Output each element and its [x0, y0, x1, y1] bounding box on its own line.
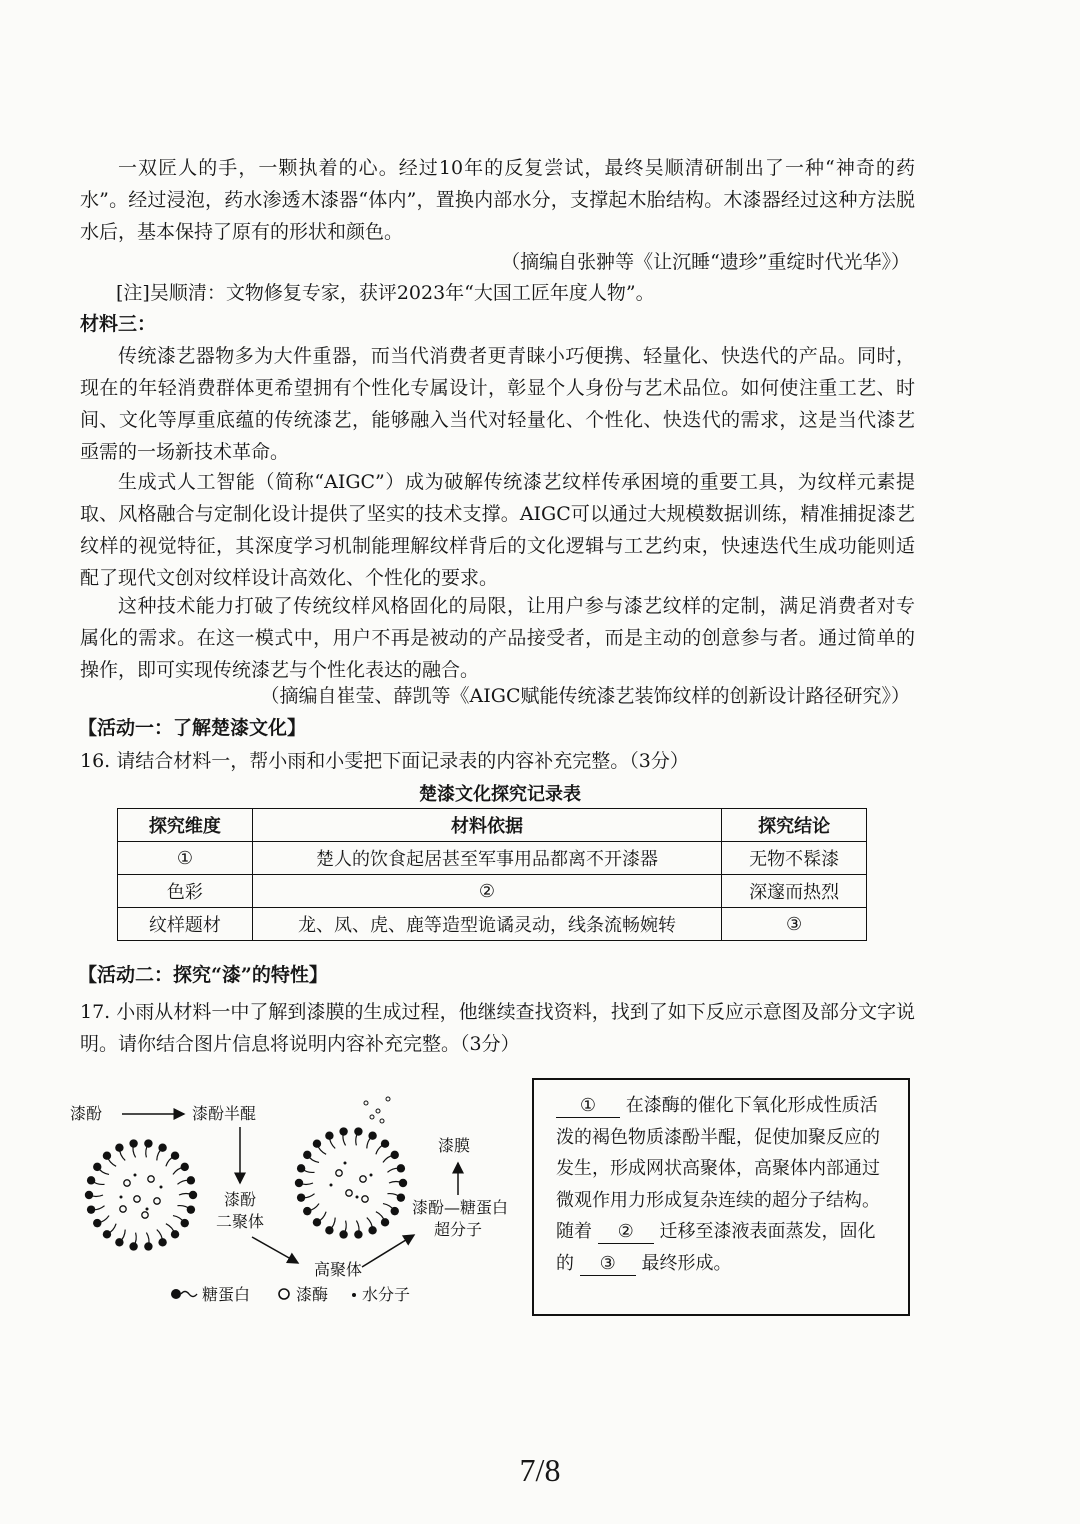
glycoprotein-head — [381, 1218, 389, 1226]
glycoprotein-head — [103, 1230, 111, 1238]
water-molecule — [134, 1174, 137, 1177]
table-cell: 深邃而热烈 — [722, 875, 867, 908]
laccase-particle — [360, 1176, 366, 1182]
diagram-legend — [171, 1285, 410, 1304]
table-cell: 楚人的饮食起居甚至军事用品都离不开漆器 — [252, 842, 721, 875]
glycoprotein-head — [181, 1163, 189, 1171]
explanation-box — [532, 1078, 910, 1316]
water-molecule — [356, 1196, 359, 1199]
label-film: 漆膜 — [438, 1136, 471, 1155]
glycoprotein-head — [297, 1164, 305, 1172]
table-cell: 无物不髹漆 — [722, 842, 867, 875]
material3-paragraph-2: 生成式人工智能（简称“AIGC”）成为破解传统漆艺纹样传承困境的重要工具，为纹样元素提取、风格融合与定制化设计提供了坚实的技术支撑。AIGC可以通过大规模数据训练，精准捕捉漆艺纹样的视觉特征，其深度学习机制能理解纹样背后的文化逻辑与工艺约束，快速迭代生成功能则适配了现代文创对纹样设计高效化、个性化的要求。 — [80, 471, 915, 589]
laccase-particle — [148, 1176, 154, 1182]
laccase-particle — [336, 1170, 342, 1176]
question-17: 17. 小雨从材料一中了解到漆膜的生成过程，他继续查找资料，找到了如下反应示意图及部分文字说明。请你结合图片信息将说明内容补充完整。（3分） — [80, 1001, 915, 1055]
glycoprotein-head — [171, 1152, 179, 1160]
blank-2[interactable]: ② — [598, 1221, 654, 1244]
table-cell: ① — [118, 842, 253, 875]
evaporating-water — [380, 1119, 384, 1123]
table-header: 材料依据 — [252, 809, 721, 842]
material2-note: [注]吴顺清：文物修复专家，获评2023年“大国工匠年度人物”。 — [116, 282, 655, 304]
table-row — [118, 842, 867, 875]
label-dimer-2: 二聚体 — [216, 1212, 265, 1231]
material2-source: （摘编自张翀等《让沉睡“遗珍”重绽时代光华》） — [501, 251, 910, 273]
table-row — [118, 908, 867, 941]
evaporating-water — [386, 1097, 390, 1101]
glycoprotein-tail — [389, 1182, 403, 1184]
laccase-particle — [134, 1196, 140, 1202]
legend-glycoprotein: 糖蛋白 — [202, 1285, 251, 1304]
glycoprotein-tail — [179, 1194, 193, 1196]
water-molecule — [160, 1186, 163, 1189]
glycoprotein-tail — [89, 1195, 103, 1197]
glycoprotein-head — [103, 1152, 111, 1160]
reaction-diagram — [66, 1085, 526, 1315]
table-cell: 龙、凤、虎、鹿等造型诡谲灵动，线条流畅婉转 — [252, 908, 721, 941]
blank-3[interactable]: ③ — [580, 1253, 636, 1276]
reaction-diagram-svg — [66, 1085, 526, 1315]
water-molecule — [370, 1174, 373, 1177]
blank-1[interactable]: ① — [556, 1095, 620, 1118]
glycoprotein-tail — [299, 1183, 313, 1185]
activity2-title: 【活动二：探究“漆”的特性】 — [78, 964, 328, 986]
evaporating-water — [370, 1115, 374, 1119]
laccase-particle — [124, 1180, 130, 1186]
glycoprotein-symbol — [171, 1289, 181, 1299]
legend-laccase: 漆酶 — [296, 1285, 329, 1304]
glycoprotein-head — [313, 1140, 321, 1148]
explanation-part-1: 在漆酶的催化下氧化形成性质活泼的褐色物质漆酚半醌，促使加聚反应的发生，形成网状高聚体，高聚体内部通过微观作用力形成复杂连续的超分子结构。随着 — [556, 1095, 880, 1242]
table-cell: 纹样题材 — [118, 908, 253, 941]
laccase-particle — [362, 1196, 368, 1202]
arrow-to-polymer — [252, 1237, 298, 1263]
page-number: 7/8 — [519, 1452, 561, 1488]
explanation-part-3: 最终形成。 — [641, 1252, 732, 1274]
water-symbol — [352, 1293, 356, 1297]
laccase-particle — [154, 1198, 160, 1204]
glycoprotein-head — [339, 1230, 347, 1238]
table-header-row — [118, 809, 867, 842]
explanation-part-2: 迁移至漆液表面蒸发，固化的 — [556, 1221, 876, 1274]
water-molecule — [344, 1162, 347, 1165]
legend-water: 水分子 — [362, 1285, 411, 1304]
glycoprotein-head — [87, 1176, 95, 1184]
label-dimer-1: 漆酚 — [224, 1190, 257, 1209]
water-molecule — [120, 1196, 123, 1199]
laccase-particle — [142, 1212, 148, 1218]
record-table — [117, 808, 867, 941]
activity1-title: 【活动一：了解楚漆文化】 — [78, 717, 307, 739]
label-polymer: 高聚体 — [314, 1260, 363, 1279]
water-molecule — [146, 1208, 149, 1211]
laccase-symbol — [279, 1289, 289, 1299]
material3-paragraph-3: 这种技术能力打破了传统纹样风格固化的局限，让用户参与漆艺纹样的定制，满足消费者对专属化的需求。在这一模式中，用户不再是被动的产品接受者，而是主动的创意参与者。通过简单的操作，即可实现传统漆艺与个性化表达的融合。 — [80, 595, 915, 681]
table-header: 探究结论 — [722, 809, 867, 842]
label-complex-1: 漆酚—糖蛋白 — [412, 1198, 509, 1217]
evaporating-water — [376, 1109, 380, 1113]
glycoprotein-head — [397, 1193, 405, 1201]
label-complex-2: 超分子 — [434, 1220, 483, 1239]
material3-paragraph-1: 传统漆艺器物多为大件重器，而当代消费者更青睐小巧便携、轻量化、快迭代的产品。同时，现在的年轻消费群体更希望拥有个性化专属设计，彰显个人身份与艺术品位。如何使注重工艺、时间、文化等厚重底蕴的传统漆艺，能够融入当代对轻量化、个性化、快迭代的需求，这是当代漆艺亟需的一场新技术革命。 — [80, 345, 915, 463]
arrow-to-complex — [362, 1235, 414, 1267]
micelle-right — [295, 1097, 407, 1239]
laccase-particle — [346, 1190, 352, 1196]
water-molecule — [330, 1184, 333, 1187]
micelle-left — [85, 1139, 197, 1250]
laccase-particle — [120, 1206, 126, 1212]
material3-heading: 材料三： — [80, 313, 157, 335]
table-cell: ③ — [722, 908, 867, 941]
table-cell: ② — [252, 875, 721, 908]
label-urushiol: 漆酚 — [70, 1104, 103, 1123]
table-row — [118, 875, 867, 908]
glycoprotein-head — [187, 1205, 195, 1213]
glycoprotein-head — [171, 1230, 179, 1238]
table-cell: 色彩 — [118, 875, 253, 908]
label-semiquinone: 漆酚半醌 — [192, 1104, 257, 1123]
table-caption: 楚漆文化探究记录表 — [419, 784, 581, 805]
glycoprotein-head — [313, 1218, 321, 1226]
table-header: 探究维度 — [118, 809, 253, 842]
material3-source: （摘编自崔莹、薛凯等《AIGC赋能传统漆艺装饰纹样的创新设计路径研究》） — [260, 685, 910, 707]
material2-paragraph: 一双匠人的手，一颗执着的心。经过10年的反复尝试，最终吴顺清研制出了一种“神奇的药水”。经过浸泡，药水渗透木漆器“体内”，置换内部水分，支撑起木胎结构。木漆器经过这种方法脱水后，基本保持了原有的形状和颜色。 — [80, 157, 915, 243]
evaporating-water — [364, 1101, 368, 1105]
question-16: 16. 请结合材料一，帮小雨和小雯把下面记录表的内容补充完整。（3分） — [80, 750, 689, 772]
glycoprotein-head — [381, 1140, 389, 1148]
